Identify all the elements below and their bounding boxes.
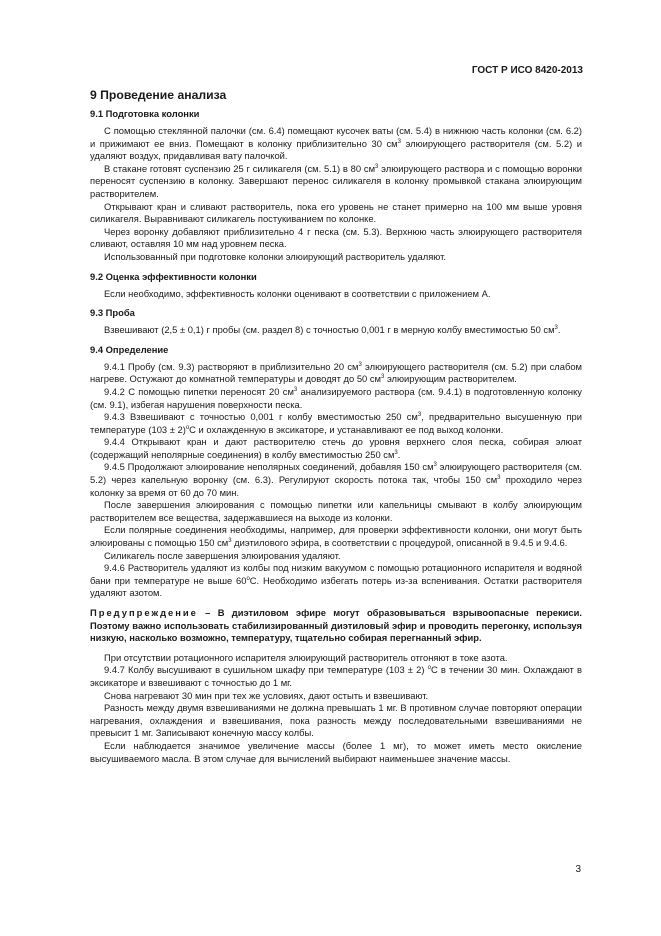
section-title: 9 Проведение анализа [90,88,227,102]
paragraph: Снова нагревают 30 мин при тех же условиях, дают остыть и взвешивают. [104,689,429,701]
paragraph: Открывают кран и сливают растворитель, пока его уровень не станет примерно на 100 мм выше уровня силикагеля. Выравнивают силикагель постукиванием по колонке. [90,200,582,225]
paragraph: 9.4.5 Продолжают элюирование неполярных соединений, добавляя 150 $см^3$ элюирующего растворителя (см. 5.2) через капельную воронку (см. 6.3). Регулируют скорость потока так, чтобы 150 $см^3$ проходило через колонку за время от 60 до 70 мин. [90,461,582,498]
paragraph: Если необходимо, эффективность колонки оценивают в соответствии с приложением А. [104,287,491,299]
paragraph: Разность между двумя взвешиваниями не должна превышать 1 мг. В противном случае повторяют операции нагревания, охлаждения и взвешивания, пока разность между последовательными взвешиваниями не превысит 1 мг. Записывают конечную массу колбы. [90,702,582,739]
paragraph: Если наблюдается значимое увеличение массы (более 1 мг), то может иметь место окисление высушиваемого масла. В этом случае для вычислений выбирают наименьшее значение массы. [90,739,582,764]
page-content [90,88,582,765]
subsection-title-9-2: 9.2 Оценка эффективности колонки [90,270,257,282]
paragraph: 9.4.1 Пробу (см. 9.3) растворяют в приблизительно 20 $см^3$ элюирующего растворителя (см. 5.2) при слабом нагреве. Остужают до комнатной температуры и доводят до 50 $см^3$ элюирующим растворителем. [90,360,582,385]
paragraph: 9.4.2 С помощью пипетки переносят 20 $см^3$ анализируемого раствора (см. 9.4.1) в подготовленную колонку (см. 9.1), избегая нарушения поверхности песка. [90,385,582,410]
paragraph: При отсутствии ротационного испарителя элюирующий растворитель отгоняют в токе азота. [104,651,508,663]
paragraph: С помощью стеклянной палочки (см. 6.4) помещают кусочек ваты (см. 5.4) в нижнюю часть колонки (см. 6.2) и прижимают ее вниз. Помещают в колонку приблизительно 30 $см^3$ элюирующего растворителя (см. 5.2) и удаляют воздух, придавливая вату палочкой. [90,125,582,162]
paragraph: После завершения элюирования с помощью пипетки или капельницы смывают в колбу элюирующим растворителем все вещества, задержавшиеся на выходе из колонки. [90,499,582,523]
paragraph: Через воронку добавляют приблизительно 4 г песка (см. 5.3). Верхнюю часть элюирующего растворителя сливают, оставляя 10 мм над уровнем песка. [90,225,582,250]
paragraph: 9.4.6 Растворитель удаляют из колбы под низким вакуумом с помощью ротационного испарителя и водяной бани при температуре не выше 60$^o$С. Необходимо избегать потерь из-за вспенивания. Остатки растворителя удаляют азотом. [90,562,582,599]
standard-code: ГОСТ Р ИСО 8420-2013 [471,65,583,76]
paragraph: Использованный при подготовке колонки элюирующий растворитель удаляют. [104,250,446,262]
subsection-title-9-1: 9.1 Подготовка колонки [90,108,200,119]
paragraph: 9.4.7 Колбу высушивают в сушильном шкафу при температуре (103 ± 2) $^o$С в течении 30 мин. Охлаждают в эксикаторе и взвешивают с точностью до 1 мг. [90,664,582,688]
paragraph: 9.4.3 Взвешивают с точностью 0,001 г колбу вместимостью 250 $см^3$, предварительно высушенную при температуре $(103 \pm 2)^oС$ и охлажденную в эксикаторе, и устанавливают ее под выход колонки. [90,411,582,435]
paragraph: Если полярные соединения необходимы, например, для проверки эффективности колонки, они могут быть элюированы с помощью 150 $см^3$ диэтилового эфира, в соответствии с процедурой, описанной в 9.4.5 и 9.4.6. [90,524,582,549]
paragraph: Взвешивают (2,5 ± 0,1) г пробы (см. раздел 8) с точностью 0,001 г в мерную колбу вместимостью 50 $см^3$. [104,324,561,336]
page-number: 3 [575,864,581,875]
paragraph: 9.4.4 Открывают кран и дают растворителю стечь до уровня верхнего слоя песка, собирая элюат (содержащий неполярные соединения) в колбу вместимостью 250 $см^3$. [90,436,582,460]
subsection-title-9-3: 9.3 Проба [90,307,135,319]
paragraph: Силикагель после завершения элюирования удаляют. [104,549,341,561]
paragraph: В стакане готовят суспензию 25 г силикагеля (см. 5.1) в 80 $см^3$ элюирующего раствора и с помощью воронки переносят суспензию в колонку. Завершают перенос силикагеля в колонку промывкой стакана элюирующим растворителем. [90,162,582,199]
subsection-title-9-4: 9.4 Определение [90,343,169,355]
warning-note: Предупреждение – В диэтиловом эфире могут образовываться взрывоопасные перекиси. Поэтому важно использовать стабилизированный диэтиловый эфир и проводить перегонку, используя низкую, насколько возможно, температуру, тщательно собирая перегнанный эфир. [90,607,582,644]
